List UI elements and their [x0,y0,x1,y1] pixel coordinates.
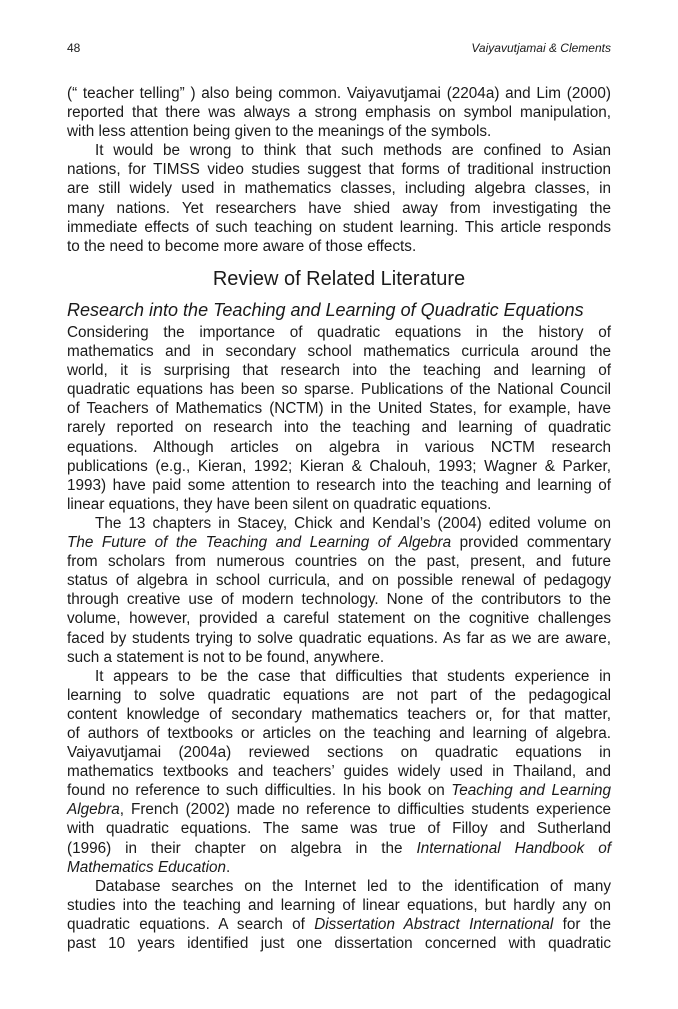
text-segment: equations. Although articles on algebra in various NCTM research [67,438,611,456]
text-segment: mathematics textbooks and teachers’ guides widely used in Thailand, and [67,763,611,781]
text-segment: , French (2002) made no reference to difficulties students experience [119,801,611,819]
text-line [67,877,611,896]
text-line [67,839,611,858]
text-line [67,122,611,141]
text-line [67,858,611,877]
text-segment: content knowledge of secondary mathematics teachers or, for that matter, [67,705,611,723]
page-number: 48 [67,41,81,55]
text-line [67,361,611,380]
text-segment: 1993) have paid some attention to research into the teaching and learning of [67,476,611,494]
text-segment: many nations. Yet researchers have shied away from investigating the [67,199,611,217]
text-segment: The 13 chapters in Stacey, Chick and Kendal’s (2004) edited volume on [95,514,611,532]
text-segment: to the need to become more aware of those effects. [67,237,417,255]
section-heading: Review of Related Literature [212,268,466,290]
text-segment: . [226,858,231,876]
italic-title: Dissertation Abstract International [314,915,554,933]
text-line [67,457,611,476]
text-segment: quadratic equations. A search of [67,915,315,933]
text-segment: such a statement is not to be found, anywhere. [67,648,385,666]
text-line [67,84,611,103]
text-segment: are still widely used in mathematics classes, including algebra classes, in [67,180,611,198]
text-segment: mathematics and in secondary school mathematics curricula around the [67,343,611,361]
text-segment: found no reference to such difficulties. In his book on [67,782,452,800]
text-line [67,705,611,724]
text-segment: rarely reported on research into the teaching and learning of quadratic [67,419,611,437]
paragraph [67,514,611,667]
text-line [67,819,611,838]
text-line [67,237,611,256]
text-line [67,609,611,628]
text-line [67,141,611,160]
paragraph [67,141,611,256]
text-line [67,800,611,819]
text-line [67,896,611,915]
intro-text [67,84,611,256]
text-segment: nations, for TIMSS video studies suggest that forms of traditional instruction [67,161,611,179]
text-line [67,934,611,953]
paragraph [67,877,611,953]
italic-title: The Future of the Teaching and Learning of Algebra [67,534,452,552]
italic-title: Algebra [67,801,120,819]
text-segment: volume, however, provided a careful statement on the cognitive challenges [67,610,611,628]
text-line [67,781,611,800]
text-segment: publications (e.g., Kieran, 1992; Kieran & Chalouh, 1993; Wagner & Parker, [67,457,611,475]
text-line [67,218,611,237]
text-segment: Vaiyavutjamai (2004a) reviewed sections on quadratic equations in [67,744,611,762]
italic-title: Mathematics Education [67,858,226,876]
text-segment: studies into the teaching and learning of linear equations, but hardly any on [67,896,611,914]
text-segment: of authors of textbooks or articles on the teaching and learning of algebra. [67,724,611,742]
text-line [67,762,611,781]
text-segment: learning to solve quadratic equations are not part of the pedagogical [67,686,611,704]
text-line [67,724,611,743]
text-segment: It appears to be the case that difficulties that students experience in [95,667,611,685]
text-segment: (“ teacher telling” ) also being common. Vaiyavutjamai (2204a) and Lim (2000) [67,85,611,102]
text-line [67,552,611,571]
text-line [67,179,611,198]
text-line [67,323,611,342]
text-line [67,667,611,686]
subsection-heading: Research into the Teaching and Learning of Quadratic Equations [67,300,584,320]
text-line [67,199,611,218]
text-line [67,648,611,667]
text-line [67,686,611,705]
text-segment: with less attention being given to the meanings of the symbols. [67,123,492,141]
italic-title: Teaching and Learning [451,782,611,800]
text-segment: It would be wrong to think that such methods are confined to Asian [95,142,611,160]
text-line [67,380,611,399]
text-line [67,590,611,609]
text-segment: provided commentary [451,534,611,552]
text-segment: reported that there was always a strong emphasis on symbol manipulation, [67,104,611,122]
text-segment: status of algebra in school curricula, and on possible renewal of pedagogy [67,572,611,590]
text-line [67,418,611,437]
paragraph [67,84,611,141]
text-segment: linear equations, they have been silent on quadratic equations. [67,495,492,513]
text-line [67,399,611,418]
literature-text [67,323,611,953]
text-segment: world, it is surprising that research into the teaching and learning of [67,362,611,380]
text-segment: (1996) in their chapter on algebra in the [67,839,417,857]
text-segment: for the [553,915,611,933]
text-line [67,629,611,648]
text-line [67,533,611,552]
text-line [67,495,611,514]
text-line [67,514,611,533]
text-segment: immediate effects of such teaching on student learning. This article responds [67,218,611,236]
text-segment: with quadratic equations. The same was true of Filloy and Sutherland [67,820,611,838]
paragraph [67,323,611,514]
text-line [67,476,611,495]
text-segment: past 10 years identified just one dissertation concerned with quadratic [67,935,611,952]
paragraph [67,667,611,877]
text-segment: Considering the importance of quadratic equations in the history of [67,324,611,341]
text-segment: faced by students trying to solve quadratic equations. As far as we are aware, [67,629,611,647]
text-segment: Database searches on the Internet led to the identification of many [95,877,611,895]
text-line [67,915,611,934]
text-segment: through creative use of modern technology. None of the contributors to the [67,591,611,609]
text-line [67,438,611,457]
text-line [67,103,611,122]
text-line [67,342,611,361]
italic-title: International Handbook of [416,839,611,857]
text-line [67,571,611,590]
running-head: Vaiyavutjamai & Clements [471,41,611,55]
text-segment: of Teachers of Mathematics (NCTM) in the United States, for example, have [67,400,611,418]
text-segment: quadratic equations has been so sparse. Publications of the National Council [67,381,611,399]
text-segment: from scholars from numerous countries on the past, present, and future [67,553,611,571]
text-line [67,743,611,762]
text-line [67,160,611,179]
